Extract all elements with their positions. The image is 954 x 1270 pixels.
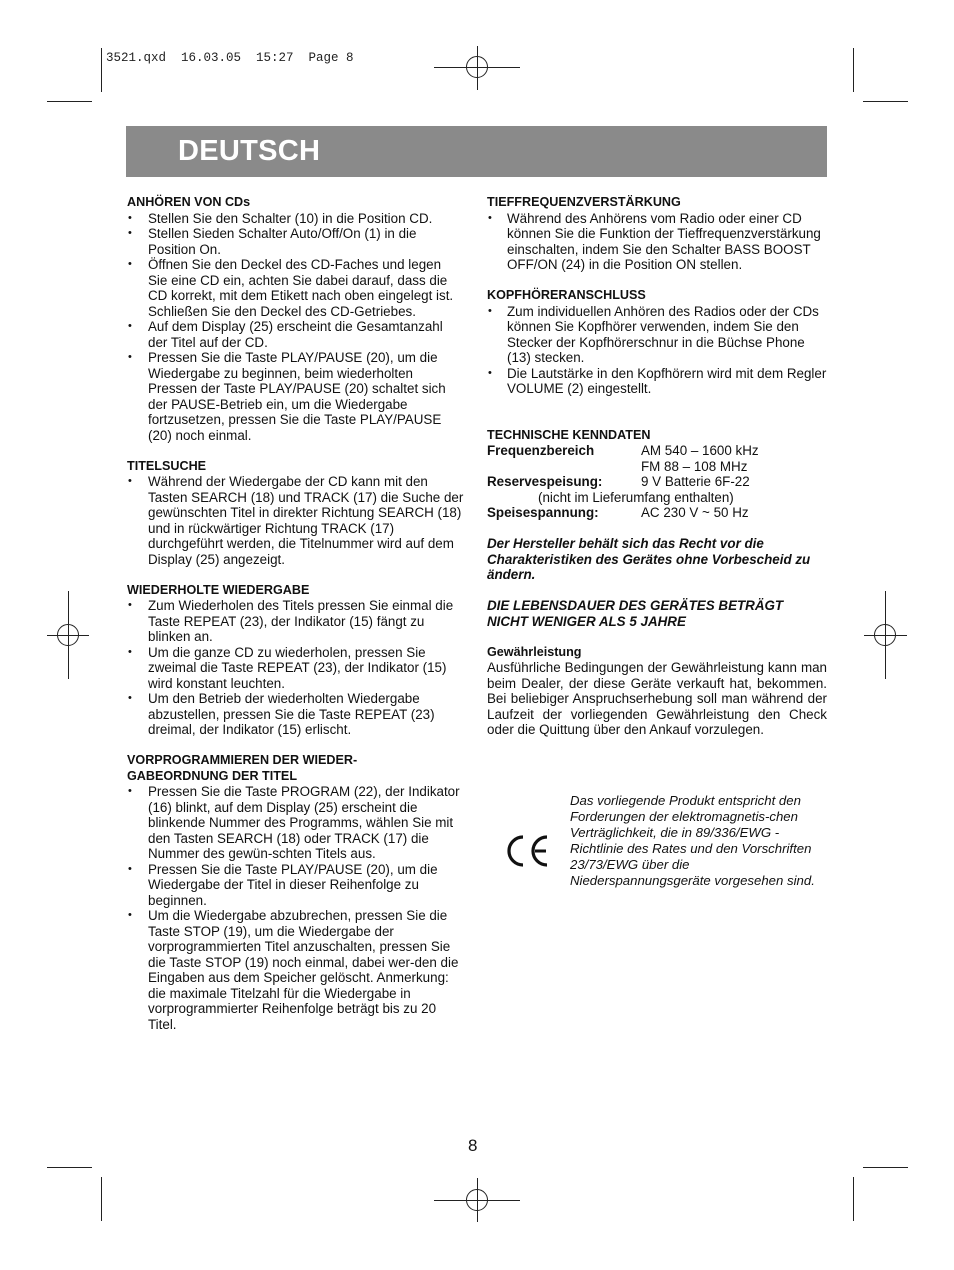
section-heading-repeat: WIEDERHOLTE WIEDERGABE [127, 582, 310, 597]
list-item: • Während der Wiedergabe der CD kann mit den Tasten SEARCH (18) und TRACK (17) die Suche der gewünschten Titel in direkter Richtung SEARCH (18) und in rückwärtiger Richtung TRACK (17) durchgeführt werden, die Titelnummer wird auf dem Display (25) angezeigt. [127, 474, 464, 567]
repeat-instructions-list [127, 598, 464, 738]
right-column [487, 195, 827, 738]
page-number: 8 [468, 1136, 478, 1155]
spec-row-supply [487, 505, 827, 521]
ce-conformity-text: Das vorliegende Produkt entspricht den Forderungen der elektromagnetis-chen Verträglichkeit, die in 89/336/EWG -Richtlinie des Rates und den Vorschriften 23/73/EWG über die Niederspannungsgeräte vorgesehen sind. [570, 793, 815, 888]
list-item: • Pressen Sie die Taste PROGRAM (22), der Indikator (16) blinkt, auf dem Display (25) erscheint die blinkende Nummer des Programms, wählen Sie mit den Tasten SEARCH (18) oder TRACK (17) die Nummer des gewün-schten Titels aus. [127, 784, 464, 862]
spec-row-reserve [487, 474, 827, 490]
list-item: • Stellen Sie den Schalter (10) in die Position CD. [127, 211, 464, 227]
bass-instructions-list [487, 211, 827, 273]
section-heading-bass: TIEFFREQUENZVERSTÄRKUNG [487, 195, 681, 209]
section-heading-warranty: Gewährleistung [487, 644, 582, 659]
crop-mark [853, 1177, 854, 1221]
spec-value: AC 230 V ~ 50 Hz [641, 505, 749, 520]
crop-mark [101, 1177, 102, 1221]
list-item: • Öffnen Sie den Deckel des CD-Faches und legen Sie eine CD ein, achten Sie dabei darauf, dass die CD korrekt, mit dem Etikett nach oben eingelegt ist. Schließen Sie den Deckel des CD-Getriebes. [127, 257, 464, 319]
crop-mark [863, 101, 908, 102]
spec-value-fm: FM 88 – 108 MHz [641, 458, 748, 474]
lifetime-notice: DIE LEBENSDAUER DES GERÄTES BETRÄGT NICHT WENIGER ALS 5 JAHRE [487, 598, 784, 629]
headphone-instructions-list [487, 304, 827, 397]
list-item: • Pressen Sie die Taste PLAY/PAUSE (20), um die Wiedergabe zu beginnen, beim wiederholten Pressen der Taste PLAY/PAUSE (20) schaltet sich der PAUSE-Betrieb ein, um die Wiedergabe fortzusetzen, pressen Sie die Taste PLAY/PAUSE (20) noch einmal. [127, 350, 464, 443]
warranty-text: Ausführliche Bedingungen der Gewährleistung kann man beim Dealer, der diese Geräte verkauft hat, bekommen. Bei beliebiger Anspruchserhebung soll man während der Laufzeit der vorliegenden Gewährleistung den Check oder die Quittung über den Ankauf vorzulegen. [487, 660, 827, 737]
spec-note: (nicht im Lieferumfang enthalten) [538, 489, 734, 505]
section-heading-cd: ANHÖREN VON CDs [127, 195, 251, 209]
section-heading-search: TITELSUCHE [127, 458, 207, 473]
heading-line: VORPROGRAMMIEREN DER WIEDER- [127, 753, 358, 767]
spec-label: Frequenzbereich [487, 443, 595, 458]
spec-label: Speisespannung: [487, 505, 599, 520]
crop-mark [101, 48, 102, 92]
program-instructions-list [127, 784, 464, 1032]
spec-table [487, 443, 827, 521]
left-column [127, 195, 464, 1032]
section-heading-program [127, 753, 464, 784]
heading-line: GABEORDNUNG DER TITEL [127, 768, 298, 783]
list-item: • Auf dem Display (25) erscheint die Gesamtanzahl der Titel auf der CD. [127, 319, 464, 350]
list-item: • Zum individuellen Anhören des Radios oder der CDs können Sie Kopfhörer verwenden, indem Sie den Stecker der Kopfhörerschnur in die Büchse Phone (13) stecken. [487, 304, 827, 366]
crop-mark [47, 101, 92, 102]
list-item: • Pressen Sie die Taste PLAY/PAUSE (20), um die Wiedergabe der Titel in dieser Reihenfolge zu beginnen. [127, 862, 464, 909]
spec-value [641, 443, 827, 474]
ce-mark-icon [503, 833, 551, 869]
crop-mark [853, 48, 854, 92]
list-item: • Die Lautstärke in den Kopfhörern wird mit dem Regler VOLUME (2) eingestellt. [487, 366, 827, 397]
manufacturer-notice: Der Hersteller behält sich das Recht vor die Charakteristiken des Gerätes ohne Vorbescheid zu ändern. [487, 536, 811, 582]
page-title: DEUTSCH [178, 135, 321, 167]
search-instructions-list [127, 474, 464, 567]
spec-value-am: AM 540 – 1600 kHz [641, 443, 759, 458]
cd-instructions-list [127, 211, 464, 444]
language-banner [126, 126, 827, 177]
section-heading-specs: TECHNISCHE KENNDATEN [487, 427, 651, 442]
spec-label: Reservespeisung: [487, 474, 603, 489]
spec-row-frequency [487, 443, 827, 474]
list-item: • Stellen Sieden Schalter Auto/Off/On (1) in die Position On. [127, 226, 464, 257]
section-heading-headphones: KOPFHÖRERANSCHLUSS [487, 288, 646, 302]
list-item: • Um die Wiedergabe abzubrechen, pressen Sie die Taste STOP (19), um die Wiedergabe der vorprogrammierten Titel anzuschalten, pressen Sie die Taste STOP (19) noch einmal, dabei wer-den die Eingaben aus dem Speicher gelöscht. Anmerkung: die maximale Titelzahl für die Wiedergabe in vorprogrammierter Reihenfolge beträgt bis zu 20 Titel. [127, 908, 464, 1032]
crop-mark [47, 1167, 92, 1168]
list-item: • Um die ganze CD zu wiederholen, pressen Sie zweimal die Taste REPEAT (23), der Indikator (15) wird konstant leuchten. [127, 645, 464, 692]
list-item: • Um den Betrieb der wiederholten Wiedergabe abzustellen, pressen Sie die Taste REPEAT (23) dreimal, der Indikator (15) erlischt. [127, 691, 464, 738]
print-slug: 3521.qxd 16.03.05 15:27 Page 8 [106, 51, 354, 65]
crop-mark [863, 1167, 908, 1168]
list-item: • Zum Wiederholen des Titels pressen Sie einmal die Taste REPEAT (23), der Indikator (15) fängt zu blinken an. [127, 598, 464, 645]
list-item: • Während des Anhörens vom Radio oder einer CD können Sie die Funktion der Tieffrequenzverstärkung einschalten, indem Sie den Schalter BASS BOOST OFF/ON (24) in die Position ON stellen. [487, 211, 827, 273]
spec-value: 9 V Batterie 6F-22 [641, 474, 750, 489]
